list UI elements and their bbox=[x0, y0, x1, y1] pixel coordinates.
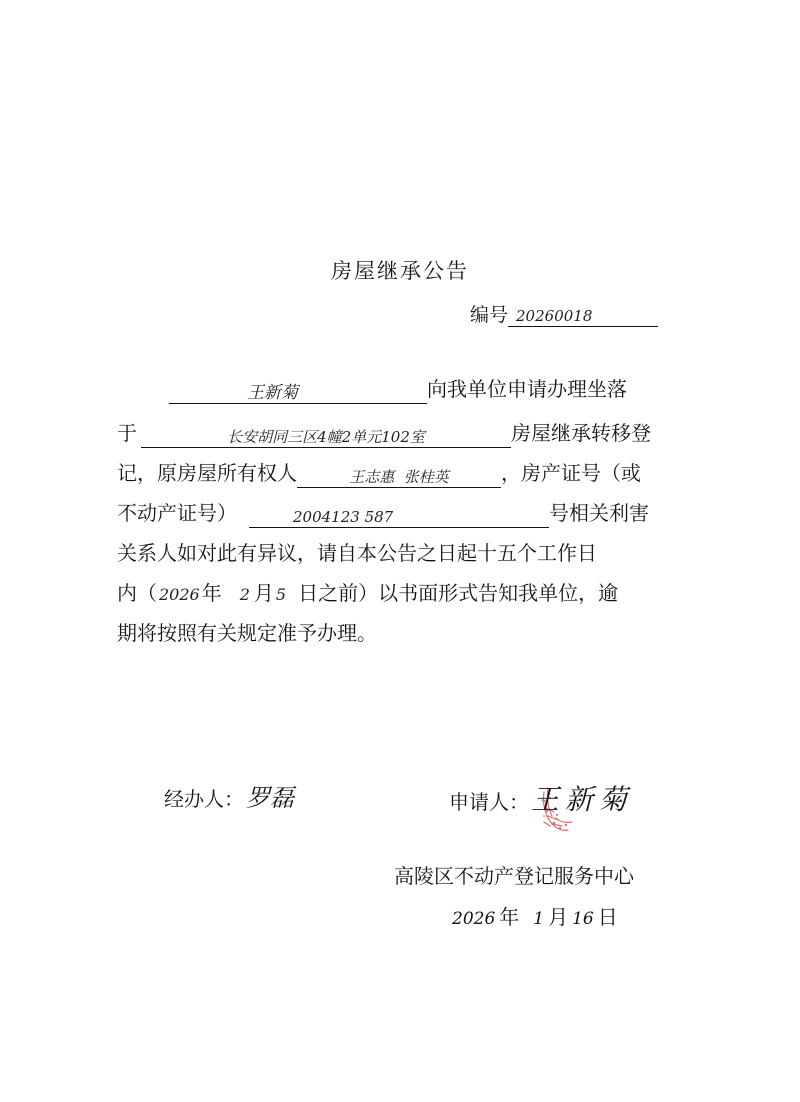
serial-label: 编号 bbox=[470, 304, 509, 326]
body-text: 日之前）以书面形式告知我单位，逾 bbox=[298, 581, 619, 605]
issue-date bbox=[448, 901, 618, 930]
issue-day-handwritten: 16 bbox=[572, 909, 594, 929]
owner-names-handwritten: 王志惠 张桂英 bbox=[349, 468, 449, 486]
serial-number-row bbox=[470, 300, 658, 327]
body-text: 不动产证号） bbox=[117, 501, 237, 525]
deadline-day-handwritten: 5 bbox=[275, 585, 287, 604]
handler-signature: 罗磊 bbox=[246, 784, 294, 812]
body-line-5 bbox=[117, 538, 597, 568]
notice-title: 房屋继承公告 bbox=[331, 259, 469, 283]
issuing-authority: 高陵区不动产登记服务中心 bbox=[394, 864, 634, 888]
body-text: 房屋继承转移登 bbox=[511, 421, 651, 445]
issue-month-handwritten: 1 bbox=[533, 909, 545, 929]
applicant-signature: 王新菊 bbox=[531, 783, 634, 816]
issue-year-handwritten: 2026 bbox=[452, 909, 496, 929]
body-text: 内（ bbox=[117, 581, 157, 605]
date-text: 年 bbox=[499, 905, 520, 929]
body-text: 年 bbox=[201, 581, 222, 605]
applicant-blank bbox=[169, 377, 427, 404]
body-text: 于 bbox=[117, 421, 137, 445]
owners-blank bbox=[297, 461, 501, 488]
body-text: 关系人如对此有异议，请自本公告之日起十五个工作日 bbox=[117, 541, 597, 565]
handler-signature-row bbox=[164, 778, 294, 813]
deadline-month-handwritten: 2 bbox=[239, 585, 250, 604]
serial-number-value: 20260018 bbox=[516, 307, 593, 325]
certificate-number-handwritten: 2004123 587 bbox=[293, 508, 394, 526]
date-text: 日 bbox=[597, 905, 618, 929]
applicant-name-handwritten: 王新菊 bbox=[247, 383, 298, 403]
body-line-3 bbox=[117, 458, 641, 488]
location-blank bbox=[141, 421, 511, 448]
handler-label: 经办人： bbox=[164, 787, 244, 811]
certificate-blank bbox=[249, 501, 549, 528]
body-line-2 bbox=[117, 418, 651, 448]
date-text: 月 bbox=[548, 905, 569, 929]
body-line-1 bbox=[117, 374, 627, 404]
body-line-4 bbox=[117, 498, 649, 528]
body-text: 月 bbox=[253, 581, 274, 605]
body-line-7 bbox=[117, 618, 377, 648]
property-location-handwritten: 长安胡同三区4幢2单元102室 bbox=[227, 428, 425, 446]
body-text: 记，原房屋所有权人 bbox=[117, 461, 297, 485]
body-text: ，房产证号（或 bbox=[501, 461, 641, 485]
body-text: 号相关利害 bbox=[549, 501, 649, 525]
body-text: 向我单位申请办理坐落 bbox=[427, 377, 627, 401]
body-line-6 bbox=[117, 578, 618, 608]
serial-blank bbox=[508, 304, 658, 327]
deadline-year-handwritten: 2026 bbox=[159, 585, 200, 604]
applicant-label: 申请人： bbox=[449, 790, 529, 814]
body-text: 期将按照有关规定准予办理。 bbox=[117, 621, 377, 645]
applicant-signature-row bbox=[449, 778, 633, 818]
